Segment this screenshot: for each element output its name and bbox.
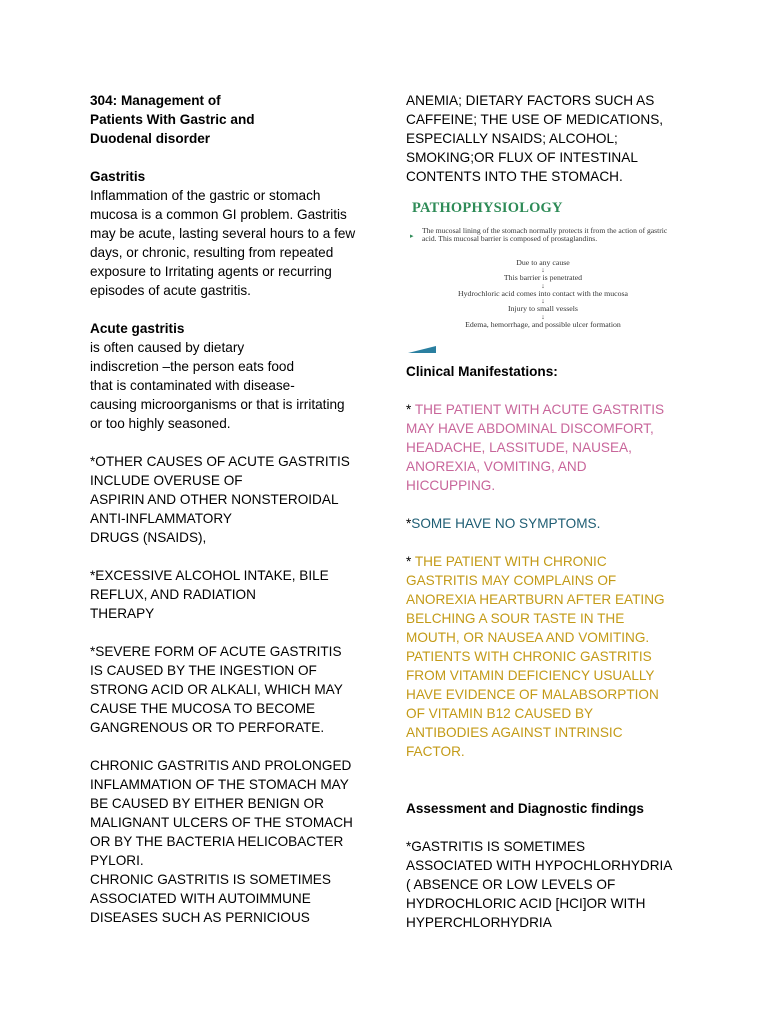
gastritis-heading: Gastritis — [90, 169, 146, 184]
acute-gastritis-heading: Acute gastritis — [90, 321, 185, 336]
severe-form-paragraph: *SEVERE FORM OF ACUTE GASTRITIS IS CAUSED BY THE INGESTION OF STRONG ACID OR ALKALI, WHICH MAY CAUSE THE MUCOSA TO BECOME GANGRENOUS OR TO PERFORATE. — [90, 644, 343, 735]
clinical-manifestations-heading: Clinical Manifestations: — [406, 364, 558, 379]
flow-step: Edema, hemorrhage, and possible ulcer formation — [465, 319, 621, 329]
flow-step: This barrier is penetrated — [503, 273, 583, 283]
bullet-star: * — [406, 554, 415, 569]
assessment-paragraph: *GASTRITIS IS SOMETIMES ASSOCIATED WITH HYPOCHLORHYDRIA ( ABSENCE OR LOW LEVELS OF HYDROCHLORIC ACID [HCI]OR WITH HYPERCHLORHYDRIA — [406, 839, 673, 930]
no-symptoms-paragraph — [406, 514, 706, 533]
flow-step: Due to any cause — [516, 258, 570, 267]
gastritis-paragraph: Inflammation of the gastric or stomach mucosa is a common GI problem. Gastritis may be acute, lasting several hours to a few days, or chronic, resulting from repeated exposure to Irritating agents or recurring episodes of acute gastritis. — [90, 188, 356, 298]
flow-step: Hydrochloric acid comes into contact with the mucosa — [458, 288, 628, 298]
figure-intro: The mucosal lining of the stomach normally protects it from the action of gastric acid. This mucosal barrier is composed of prostaglandins. — [422, 226, 668, 244]
acute-gastritis-paragraph: is often caused by dietary indiscretion –the person eats food that is contaminated with disease- causing microorganisms or that is irritating or too highly seasoned. — [90, 340, 345, 431]
figure-title: PATHOPHYSIOLOGY — [412, 200, 563, 216]
flow-step: Injury to small vessels — [508, 304, 578, 314]
down-arrow-icon: ↓ — [541, 266, 545, 275]
chronic-gastritis-paragraph: CHRONIC GASTRITIS AND PROLONGED INFLAMMATION OF THE STOMACH MAY BE CAUSED BY EITHER BENIGN OR MALIGNANT ULCERS OF THE STOMACH OR BY THE BACTERIA HELICOBACTER PYLORI. CHRONIC GASTRITIS IS SOMETIMES ASSOCIATED WITH AUTOIMMUNE DISEASES SUCH AS PERNICIOUS — [90, 758, 353, 925]
acute-manifestations-text: THE PATIENT WITH ACUTE GASTRITIS MAY HAVE ABDOMINAL DISCOMFORT, HEADACHE, LASSITUDE, NAUSEA, ANOREXIA, VOMITING, AND HICCUPPING. — [406, 402, 665, 493]
pathophysiology-figure — [408, 199, 670, 355]
down-arrow-icon: ↓ — [541, 281, 545, 290]
chronic-manifestations-paragraph — [406, 552, 706, 761]
alcohol-paragraph: *EXCESSIVE ALCOHOL INTAKE, BILE REFLUX, AND RADIATION THERAPY — [90, 568, 329, 621]
triangle-bullet-icon: ▸ — [410, 232, 414, 240]
no-symptoms-text: SOME HAVE NO SYMPTOMS. — [411, 516, 601, 531]
chronic-manifestations-text: THE PATIENT WITH CHRONIC GASTRITIS MAY COMPLAINS OF ANOREXIA HEARTBURN AFTER EATING BELCHING A SOUR TASTE IN THE MOUTH, OR NAUSEA AND VOMITING. PATIENTS WITH CHRONIC GASTRITIS FROM VITAMIN DEFICIENCY USUALLY HAVE EVIDENCE OF MALABSORPTION OF VITAMIN B12 CAUSED BY ANTIBODIES AGAINST INTRINSIC FACTOR. — [406, 554, 665, 759]
other-causes-paragraph: *OTHER CAUSES OF ACUTE GASTRITIS INCLUDE OVERUSE OF ASPIRIN AND OTHER NONSTEROIDAL ANTI-INFLAMMATORY DRUGS (NSAIDS), — [90, 454, 350, 545]
down-arrow-icon: ↓ — [541, 297, 545, 306]
left-column — [90, 91, 370, 927]
figure-flowchart — [418, 259, 668, 329]
document-heading: 304: Management of Patients With Gastric and Duodenal disorder — [90, 93, 255, 146]
corner-decoration — [408, 346, 436, 353]
bullet-star: * — [406, 402, 415, 417]
right-column — [406, 91, 706, 932]
assessment-heading: Assessment and Diagnostic findings — [406, 801, 644, 816]
bullet-star: * — [406, 516, 412, 531]
continuation-paragraph: ANEMIA; DIETARY FACTORS SUCH AS CAFFEINE; THE USE OF MEDICATIONS, ESPECIALLY NSAIDS; ALCOHOL; SMOKING;OR FLUX OF INTESTINAL CONTENTS INTO THE STOMACH. — [406, 93, 664, 184]
down-arrow-icon: ↓ — [541, 312, 545, 321]
acute-manifestations-paragraph — [406, 400, 706, 495]
